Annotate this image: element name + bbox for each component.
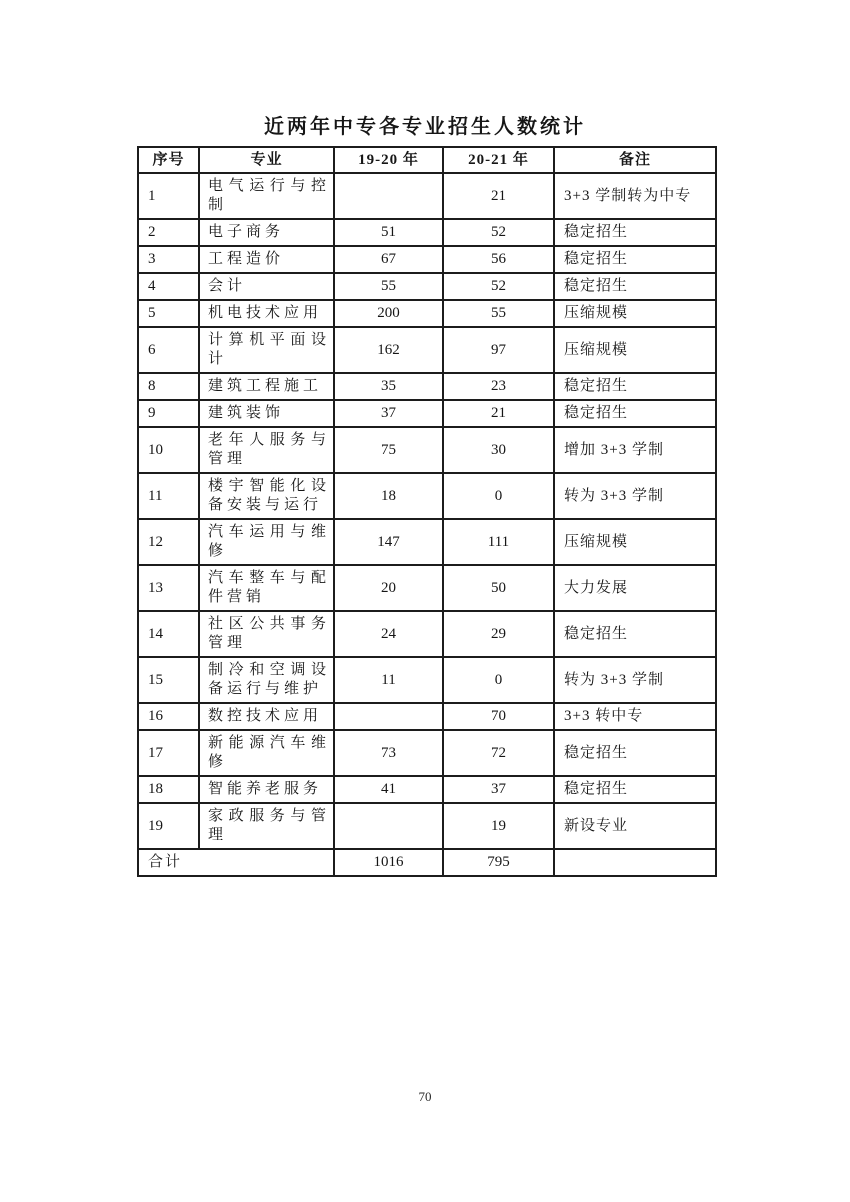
row-index-cell: 8	[138, 373, 199, 400]
row-index-cell: 9	[138, 400, 199, 427]
major-name-cell: 汽车整车与配件营销	[199, 565, 334, 611]
major-name-cell: 家政服务与管理	[199, 803, 334, 849]
table-row	[138, 657, 716, 703]
year2-count-cell: 0	[443, 473, 554, 519]
year2-count-cell: 21	[443, 173, 554, 219]
major-name-cell: 汽车运用与维修	[199, 519, 334, 565]
year1-count-cell: 67	[334, 246, 443, 273]
header-index: 序号	[138, 147, 199, 173]
year1-count-cell: 147	[334, 519, 443, 565]
total-remark-cell	[554, 849, 716, 876]
row-index-cell: 19	[138, 803, 199, 849]
remark-cell: 稳定招生	[554, 219, 716, 246]
remark-cell: 增加 3+3 学制	[554, 427, 716, 473]
row-index-cell: 15	[138, 657, 199, 703]
remark-cell: 大力发展	[554, 565, 716, 611]
total-row	[138, 849, 716, 876]
row-index-cell: 18	[138, 776, 199, 803]
year1-count-cell: 35	[334, 373, 443, 400]
year1-count-cell: 41	[334, 776, 443, 803]
year2-count-cell: 55	[443, 300, 554, 327]
year2-count-cell: 23	[443, 373, 554, 400]
remark-cell: 稳定招生	[554, 776, 716, 803]
major-name-cell: 建筑工程施工	[199, 373, 334, 400]
total-label-cell: 合计	[138, 849, 334, 876]
year2-count-cell: 30	[443, 427, 554, 473]
row-index-cell: 3	[138, 246, 199, 273]
year2-count-cell: 29	[443, 611, 554, 657]
row-index-cell: 4	[138, 273, 199, 300]
table-row	[138, 565, 716, 611]
year1-count-cell: 55	[334, 273, 443, 300]
remark-cell: 稳定招生	[554, 400, 716, 427]
row-index-cell: 10	[138, 427, 199, 473]
table-row	[138, 803, 716, 849]
page-title: 近两年中专各专业招生人数统计	[264, 116, 586, 138]
major-name-cell: 计算机平面设计	[199, 327, 334, 373]
year1-count-cell: 18	[334, 473, 443, 519]
year1-count-cell: 24	[334, 611, 443, 657]
major-name-cell: 制冷和空调设备运行与维护	[199, 657, 334, 703]
table-row	[138, 246, 716, 273]
table-row	[138, 173, 716, 219]
remark-cell: 压缩规模	[554, 519, 716, 565]
remark-cell: 稳定招生	[554, 611, 716, 657]
year2-count-cell: 72	[443, 730, 554, 776]
major-name-cell: 楼宇智能化设备安装与运行	[199, 473, 334, 519]
total-year2-cell: 795	[443, 849, 554, 876]
table-body	[138, 173, 716, 876]
remark-cell: 转为 3+3 学制	[554, 473, 716, 519]
year1-count-cell: 75	[334, 427, 443, 473]
year1-count-cell: 73	[334, 730, 443, 776]
major-name-cell: 数控技术应用	[199, 703, 334, 730]
enrollment-table-container	[137, 146, 717, 877]
header-major: 专业	[199, 147, 334, 173]
row-index-cell: 2	[138, 219, 199, 246]
major-name-cell: 电子商务	[199, 219, 334, 246]
enrollment-table	[137, 146, 717, 877]
year2-count-cell: 37	[443, 776, 554, 803]
year2-count-cell: 0	[443, 657, 554, 703]
major-name-cell: 智能养老服务	[199, 776, 334, 803]
remark-cell: 新设专业	[554, 803, 716, 849]
year2-count-cell: 70	[443, 703, 554, 730]
table-row	[138, 219, 716, 246]
remark-cell: 稳定招生	[554, 373, 716, 400]
header-year-19-20: 19-20 年	[334, 147, 443, 173]
remark-cell: 稳定招生	[554, 730, 716, 776]
year1-count-cell: 200	[334, 300, 443, 327]
year1-count-cell: 37	[334, 400, 443, 427]
major-name-cell: 机电技术应用	[199, 300, 334, 327]
row-index-cell: 1	[138, 173, 199, 219]
year2-count-cell: 52	[443, 273, 554, 300]
header-row	[138, 147, 716, 173]
row-index-cell: 13	[138, 565, 199, 611]
header-year-20-21: 20-21 年	[443, 147, 554, 173]
header-remark: 备注	[554, 147, 716, 173]
year2-count-cell: 52	[443, 219, 554, 246]
remark-cell: 3+3 转中专	[554, 703, 716, 730]
table-row	[138, 473, 716, 519]
remark-cell: 稳定招生	[554, 273, 716, 300]
year2-count-cell: 19	[443, 803, 554, 849]
year1-count-cell	[334, 703, 443, 730]
year1-count-cell: 51	[334, 219, 443, 246]
remark-cell: 压缩规模	[554, 327, 716, 373]
year2-count-cell: 21	[443, 400, 554, 427]
year1-count-cell: 162	[334, 327, 443, 373]
row-index-cell: 17	[138, 730, 199, 776]
remark-cell: 3+3 学制转为中专	[554, 173, 716, 219]
year2-count-cell: 50	[443, 565, 554, 611]
page-number: 70	[418, 1089, 432, 1104]
row-index-cell: 14	[138, 611, 199, 657]
major-name-cell: 会计	[199, 273, 334, 300]
row-index-cell: 6	[138, 327, 199, 373]
year1-count-cell: 20	[334, 565, 443, 611]
year1-count-cell: 11	[334, 657, 443, 703]
year1-count-cell	[334, 173, 443, 219]
table-row	[138, 327, 716, 373]
remark-cell: 转为 3+3 学制	[554, 657, 716, 703]
row-index-cell: 16	[138, 703, 199, 730]
table-row	[138, 427, 716, 473]
major-name-cell: 建筑装饰	[199, 400, 334, 427]
table-row	[138, 273, 716, 300]
table-row	[138, 776, 716, 803]
total-year1-cell: 1016	[334, 849, 443, 876]
major-name-cell: 工程造价	[199, 246, 334, 273]
remark-cell: 稳定招生	[554, 246, 716, 273]
table-row	[138, 400, 716, 427]
major-name-cell: 新能源汽车维修	[199, 730, 334, 776]
row-index-cell: 5	[138, 300, 199, 327]
table-row	[138, 519, 716, 565]
major-name-cell: 老年人服务与管理	[199, 427, 334, 473]
remark-cell: 压缩规模	[554, 300, 716, 327]
year1-count-cell	[334, 803, 443, 849]
row-index-cell: 12	[138, 519, 199, 565]
year2-count-cell: 56	[443, 246, 554, 273]
major-name-cell: 电气运行与控制	[199, 173, 334, 219]
table-row	[138, 611, 716, 657]
table-row	[138, 373, 716, 400]
year2-count-cell: 111	[443, 519, 554, 565]
row-index-cell: 11	[138, 473, 199, 519]
table-row	[138, 703, 716, 730]
table-row	[138, 730, 716, 776]
table-row	[138, 300, 716, 327]
year2-count-cell: 97	[443, 327, 554, 373]
major-name-cell: 社区公共事务管理	[199, 611, 334, 657]
